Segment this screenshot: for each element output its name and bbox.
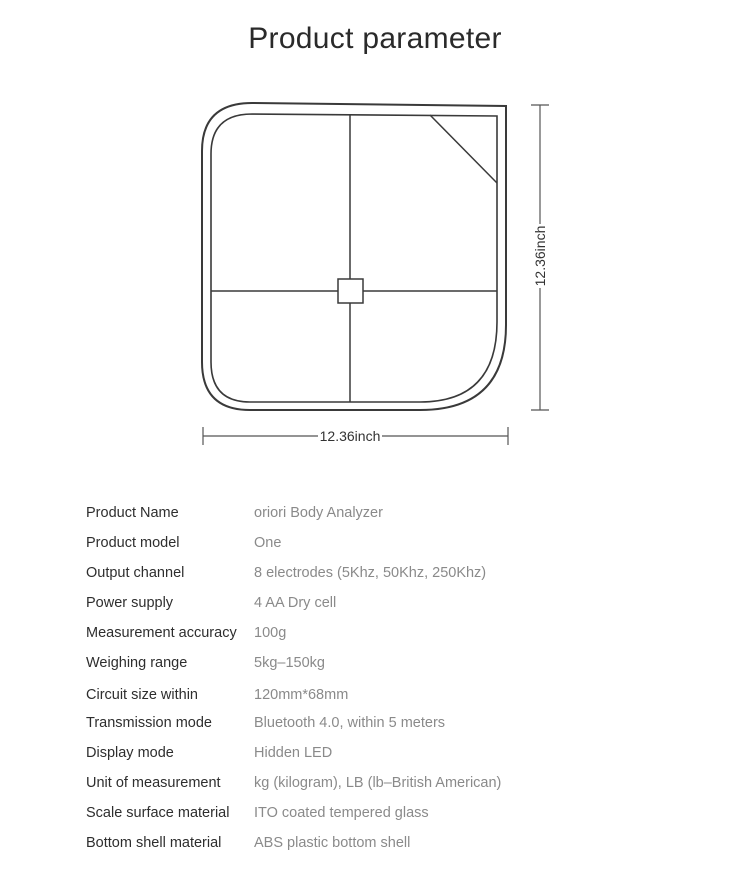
spec-label: Weighing range — [86, 655, 188, 671]
spec-row — [86, 648, 706, 678]
page-title: Product parameter — [248, 22, 502, 55]
scale-inner-outline — [211, 114, 497, 402]
corner-diagonal — [430, 115, 497, 183]
spec-label: Output channel — [86, 565, 185, 581]
spec-row — [86, 588, 706, 618]
spec-label: Display mode — [86, 745, 174, 761]
spec-value: Hidden LED — [254, 745, 333, 761]
spec-label: Scale surface material — [86, 805, 230, 821]
spec-row — [86, 708, 706, 738]
center-display-square — [338, 279, 363, 303]
spec-value: ITO coated tempered glass — [254, 805, 429, 821]
spec-row — [86, 828, 706, 858]
width-dimension — [203, 427, 508, 445]
spec-label: Power supply — [86, 595, 174, 611]
spec-label: Product Name — [86, 505, 179, 521]
spec-label: Unit of measurement — [86, 775, 221, 791]
spec-value: 5kg–150kg — [254, 655, 325, 671]
spec-row — [86, 738, 706, 768]
spec-value: 120mm*68mm — [254, 687, 349, 703]
spec-value: 4 AA Dry cell — [254, 595, 337, 611]
width-label: 12.36inch — [319, 428, 381, 444]
spec-row — [86, 618, 706, 648]
spec-value: One — [254, 535, 282, 551]
spec-table — [86, 498, 706, 858]
spec-row — [86, 558, 706, 588]
spec-label: Circuit size within — [86, 687, 198, 703]
spec-label: Measurement accuracy — [86, 625, 237, 641]
spec-row — [86, 678, 706, 708]
spec-value: 8 electrodes (5Khz, 50Khz, 250Khz) — [254, 565, 487, 581]
scale-outer-outline — [202, 103, 506, 410]
spec-value: oriori Body Analyzer — [254, 505, 383, 521]
spec-label: Product model — [86, 535, 180, 551]
spec-value: ABS plastic bottom shell — [254, 835, 411, 851]
height-label: 12.36inch — [532, 225, 548, 287]
spec-value: Bluetooth 4.0, within 5 meters — [254, 715, 446, 731]
spec-row — [86, 498, 706, 528]
spec-label: Transmission mode — [86, 715, 212, 731]
height-dimension — [531, 105, 549, 410]
spec-row — [86, 528, 706, 558]
spec-value: 100g — [254, 625, 287, 641]
spec-label: Bottom shell material — [86, 835, 222, 851]
spec-row — [86, 768, 706, 798]
spec-row — [86, 798, 706, 828]
spec-value: kg (kilogram), LB (lb–British American) — [254, 775, 502, 791]
